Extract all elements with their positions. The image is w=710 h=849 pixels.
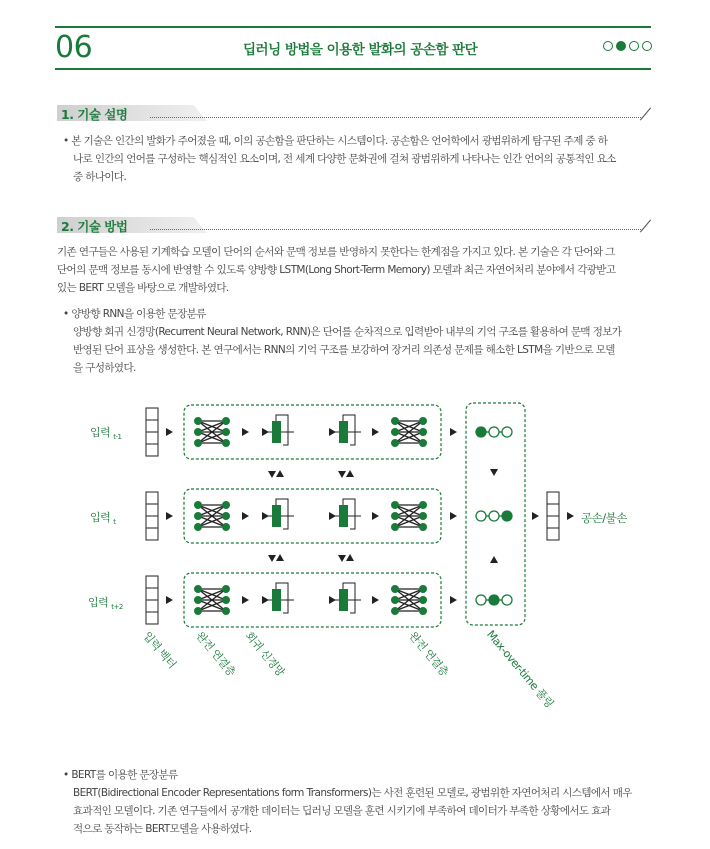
- s1-line-3: 중 하나이다.: [73, 171, 127, 183]
- row-3-pool-node-1: [489, 595, 499, 605]
- row-2-lstm-bwd-arrow: [329, 512, 336, 520]
- row-2-fc-1-in-node-0: [194, 501, 202, 509]
- row-1-fc-2-out-node-0: [419, 417, 427, 425]
- label-fc-layer-1: 완전 연결층: [193, 629, 238, 679]
- row-2-arrow-fc2: [372, 512, 379, 520]
- bert-line-1: BERT(Bidirectional Encoder Representations form Transformers)는 사전 훈련된 모델로, 광범위한 자연어처리 시스템에서 매우: [73, 787, 632, 799]
- section-2-dotted-rule: [150, 216, 643, 230]
- header-bottom-rule: [55, 68, 651, 70]
- row-2-fc-2-out-node-1: [419, 512, 427, 520]
- row-3-fc-1-out-node-0: [222, 585, 230, 593]
- row-1-fc-2-in-node-2: [391, 439, 399, 447]
- chapter-number: 06: [55, 30, 93, 65]
- row-3-lstm-fwd-cell: [272, 589, 281, 611]
- row-2-pool-node-2: [502, 511, 512, 521]
- row-3-arrow-fc2: [372, 596, 379, 604]
- row-2-fc-1-in-node-2: [194, 523, 202, 531]
- row-2-fc-2-in-node-0: [391, 501, 399, 509]
- bidir-up-1-0: [276, 554, 284, 561]
- row-3-pool-node-0: [476, 595, 486, 605]
- section-2-title: 2. 기술 방법: [61, 219, 128, 234]
- row-1-pool-node-1: [489, 427, 499, 437]
- page-dot-3: [629, 41, 639, 51]
- row-3-fc-1-out-node-1: [222, 596, 230, 604]
- s2-intro-line-2: 단어의 문맥 정보를 동시에 반영할 수 있도록 양방향 LSTM(Long Short-Term Memory) 모델과 최근 자연어처리 분야에서 각광받고: [57, 264, 616, 276]
- row-1-lstm-bwd-cell: [339, 421, 348, 443]
- row-2-lstm-fwd-cell: [272, 505, 281, 527]
- row-3-fc-2-out-node-1: [419, 596, 427, 604]
- row-1-lstm-bwd-arrow: [329, 428, 336, 436]
- row-2-fc-2-out-node-0: [419, 501, 427, 509]
- rnn-line-1: 양방향 회귀 신경망(Recurrent Neural Network, RNN)은 단어를 순차적으로 입력받아 내부의 기억 구조를 활용하여 문맥 정보가: [73, 326, 622, 338]
- rnn-title: • 양방향 RNN을 이용한 문장분류: [63, 308, 206, 320]
- bert-line-2: 효과적인 모델이다. 기존 연구들에서 공개한 데이터는 딥러닝 모델을 훈련 시키기에 부족하여 데이터가 부족한 상황에서도 효과: [73, 805, 611, 817]
- row-2-fc-1-out-node-2: [222, 523, 230, 531]
- row-2-fc-2: [395, 505, 423, 527]
- row-2-fc-2-in-node-1: [391, 512, 399, 520]
- page-dot-1: [603, 41, 613, 51]
- bidir-up-1-1: [346, 554, 354, 561]
- row-2-fc-1: [198, 505, 226, 527]
- label-recurrent-net: 회귀 신경망: [242, 629, 287, 679]
- row-3-fc-1-in-node-2: [194, 607, 202, 615]
- row-3-fc-2: [395, 589, 423, 611]
- row-1-lstm-fwd-arrow: [262, 428, 269, 436]
- row-2-lstm-fwd-arrow: [262, 512, 269, 520]
- rnn-line-3: 을 구성하였다.: [73, 362, 136, 374]
- row-2-pool-node-0: [476, 511, 486, 521]
- arrow-to-label: [567, 512, 574, 520]
- rnn-paragraph: [63, 305, 653, 377]
- row-3-arrow-pool: [450, 596, 457, 604]
- bidir-up-0-1: [346, 470, 354, 477]
- row-1-fc-2-in-node-0: [391, 417, 399, 425]
- input-label-t-minus-1: 입력 $_{t-1}$: [90, 426, 122, 442]
- row-2-pool-node-1: [489, 511, 499, 521]
- page-dot-4: [642, 41, 652, 51]
- row-2-arrow-in: [166, 512, 173, 520]
- row-3-fc-2-in-node-1: [391, 596, 399, 604]
- row-1-lstm-fwd-cell: [272, 421, 281, 443]
- section-1-title: 1. 기술 설명: [61, 107, 128, 122]
- page-indicator: [603, 41, 652, 51]
- row-1-fc-2-out-node-1: [419, 428, 427, 436]
- row-1-fc-2-out-node-2: [419, 439, 427, 447]
- row-2-fc-1-out-node-1: [222, 512, 230, 520]
- header-top-rule: [55, 26, 651, 28]
- bert-title: • BERT를 이용한 문장분류: [63, 769, 178, 781]
- row-3-fc-2-out-node-2: [419, 607, 427, 615]
- bidir-down-1-0: [268, 555, 276, 562]
- row-1-fc-1-in-node-0: [194, 417, 202, 425]
- s2-intro-line-3: 있는 BERT 모델을 바탕으로 개발하였다.: [57, 282, 229, 294]
- row-1-fc-1-in-node-1: [194, 428, 202, 436]
- chapter-title: 딥러닝 방법을 이용한 발화의 공손함 판단: [243, 42, 478, 58]
- bert-line-3: 적으로 동작하는 BERT모델을 사용하였다.: [73, 823, 252, 835]
- pool-arrow-up: [490, 556, 498, 563]
- bidir-down-0-0: [268, 471, 276, 478]
- row-3-lstm-fwd-arrow: [262, 596, 269, 604]
- output-label: 공손/불손: [581, 511, 627, 525]
- row-3-fc-2-out-node-0: [419, 585, 427, 593]
- row-3-fc-2-in-node-0: [391, 585, 399, 593]
- row-3-pool-node-2: [502, 595, 512, 605]
- page-dot-2-active: [616, 41, 626, 51]
- row-1-fc-1-out-node-0: [222, 417, 230, 425]
- section-2-intro: [57, 243, 653, 297]
- row-1-fc-1-out-node-2: [222, 439, 230, 447]
- label-pooling: Max-over-time 풀링: [484, 628, 556, 711]
- bert-paragraph: [63, 766, 653, 838]
- label-input-vector: 입력 벡터: [140, 629, 179, 671]
- row-1-arrow-in: [166, 428, 173, 436]
- row-1-pool-node-2: [502, 427, 512, 437]
- row-1-fc-1-out-node-1: [222, 428, 230, 436]
- row-1-arrow-pool: [450, 428, 457, 436]
- row-2-arrow-pool: [450, 512, 457, 520]
- row-2-lstm-bwd-cell: [339, 505, 348, 527]
- row-3-lstm-bwd-cell: [339, 589, 348, 611]
- row-3-fc-1-in-node-1: [194, 596, 202, 604]
- row-1-fc-1-in-node-2: [194, 439, 202, 447]
- bidir-up-0-0: [276, 470, 284, 477]
- row-2-fc-2-out-node-2: [419, 523, 427, 531]
- row-1-fc-2: [395, 421, 423, 443]
- row-2-arrow-fc1: [242, 512, 249, 520]
- input-label-t-plus-2: 입력 $_{t+2}$: [88, 596, 123, 612]
- row-3-lstm-bwd-arrow: [329, 596, 336, 604]
- row-3-arrow-in: [166, 596, 173, 604]
- bidir-down-1-1: [338, 555, 346, 562]
- row-3-arrow-fc1: [242, 596, 249, 604]
- section-1-body: [63, 132, 653, 186]
- arrow-to-output: [532, 512, 539, 520]
- rnn-line-2: 반영된 단어 표상을 생성한다. 본 연구에서는 RNN의 기억 구조를 보강하여 장거리 의존성 문제를 해소한 LSTM을 기반으로 모델: [73, 344, 615, 356]
- row-3-fc-1-in-node-0: [194, 585, 202, 593]
- label-fc-layer-2: 완전 연결층: [406, 629, 451, 679]
- input-label-t: 입력 $_t$: [90, 511, 116, 527]
- row-1-pool-node-0: [476, 427, 486, 437]
- bidir-down-0-1: [338, 471, 346, 478]
- row-2-fc-2-in-node-2: [391, 523, 399, 531]
- pool-arrow-down: [490, 469, 498, 476]
- row-1-fc-2-in-node-1: [391, 428, 399, 436]
- row-3-fc-2-in-node-2: [391, 607, 399, 615]
- row-3-fc-1: [198, 589, 226, 611]
- row-3-fc-1-out-node-2: [222, 607, 230, 615]
- row-2-fc-1-out-node-0: [222, 501, 230, 509]
- row-1-arrow-fc1: [242, 428, 249, 436]
- row-1-arrow-fc2: [372, 428, 379, 436]
- row-1-fc-1: [198, 421, 226, 443]
- s2-intro-line-1: 기존 연구들은 사용된 기계학습 모델이 단어의 순서와 문맥 정보를 반영하지 못한다는 한계점을 가지고 있다. 본 기술은 각 단어와 그: [57, 246, 615, 258]
- s1-line-2: 나로 인간의 언어를 구성하는 핵심적인 요소이며, 전 세계 다양한 문화권에 걸쳐 광범위하게 나타나는 인간 언어의 공통적인 요소: [73, 153, 616, 165]
- section-1-dotted-rule: [150, 104, 643, 118]
- s1-line-1: • 본 기술은 인간의 발화가 주어졌을 때, 이의 공손함을 판단하는 시스템이다. 공손함은 언어학에서 광범위하게 탐구된 주제 중 하: [63, 135, 608, 147]
- row-2-fc-1-in-node-1: [194, 512, 202, 520]
